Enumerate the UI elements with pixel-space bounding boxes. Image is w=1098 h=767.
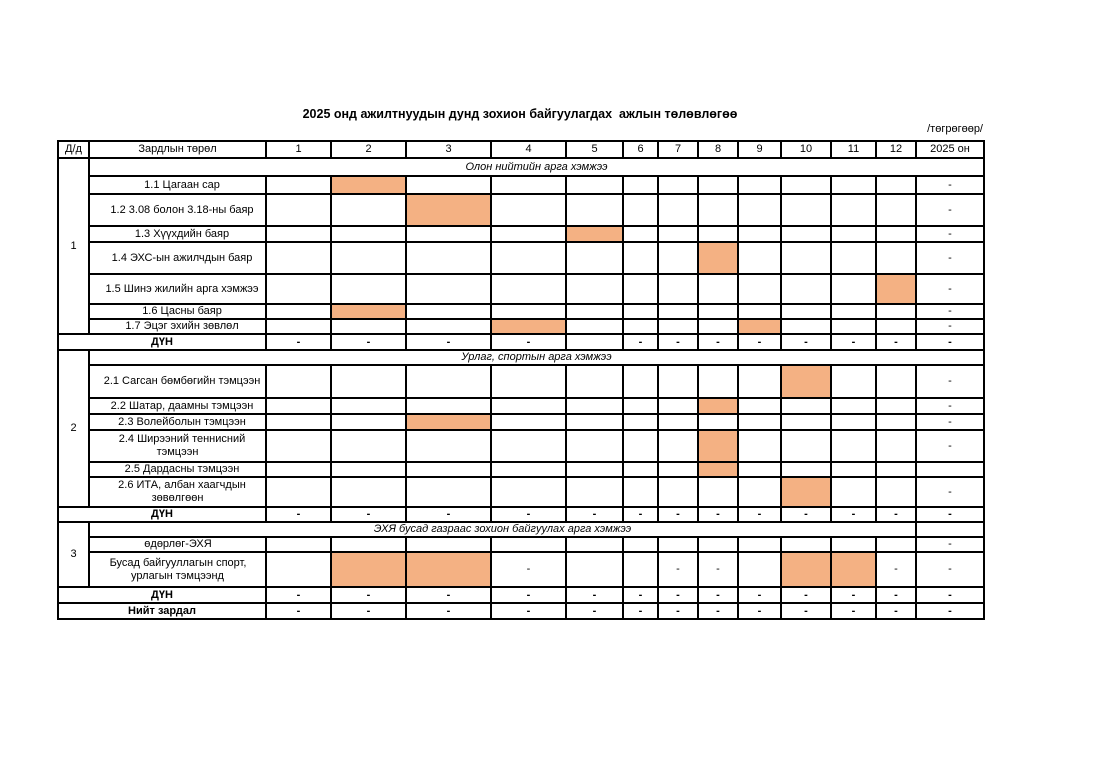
month-cell-highlight (781, 365, 831, 398)
col-header-month-4: 4 (491, 141, 566, 158)
month-cell (738, 226, 781, 242)
month-cell (698, 319, 738, 334)
currency-note: /төгрөгөөр/ (927, 123, 983, 135)
year-total-cell: - (916, 334, 984, 350)
month-cell (406, 537, 491, 552)
month-cell (831, 430, 876, 462)
month-cell (623, 226, 658, 242)
year-total-cell (916, 462, 984, 477)
month-cell (406, 462, 491, 477)
month-cell (623, 462, 658, 477)
month-total-cell: - (566, 507, 623, 522)
month-total-cell: - (876, 587, 916, 603)
month-cell (831, 242, 876, 274)
month-cell (623, 304, 658, 319)
month-cell (406, 242, 491, 274)
month-cell (406, 226, 491, 242)
month-cell (738, 176, 781, 194)
month-cell (266, 537, 331, 552)
month-cell (658, 226, 698, 242)
row-label: 1.4 ЭХС-ын ажилчдын баяр (89, 242, 266, 274)
month-total-cell: - (406, 603, 491, 619)
month-total-cell: - (781, 507, 831, 522)
month-cell (331, 414, 406, 430)
month-cell (266, 430, 331, 462)
month-total-cell: - (406, 334, 491, 350)
month-cell (331, 398, 406, 414)
month-cell (876, 398, 916, 414)
month-total-cell: - (623, 603, 658, 619)
year-total-cell: - (916, 507, 984, 522)
month-cell (623, 319, 658, 334)
grand-total-label: Нийт зардал (58, 603, 266, 619)
section-total-label: ДҮН (58, 587, 266, 603)
year-total-cell: - (916, 176, 984, 194)
month-cell (831, 304, 876, 319)
month-total-cell: - (623, 507, 658, 522)
month-cell (266, 304, 331, 319)
month-total-cell: - (876, 334, 916, 350)
month-cell-highlight (406, 194, 491, 226)
month-cell (623, 552, 658, 587)
month-total-cell: - (738, 334, 781, 350)
month-cell (698, 365, 738, 398)
month-cell: - (698, 552, 738, 587)
month-cell (658, 477, 698, 507)
month-cell (781, 226, 831, 242)
month-cell: - (876, 552, 916, 587)
year-total-cell: - (916, 587, 984, 603)
month-cell (738, 414, 781, 430)
month-cell (566, 304, 623, 319)
month-cell (738, 194, 781, 226)
row-label: Бусад байгууллагын спорт, урлагын тэмцээнд (89, 552, 266, 587)
month-cell (266, 242, 331, 274)
year-total-cell: - (916, 552, 984, 587)
month-cell (566, 462, 623, 477)
month-cell-highlight (331, 176, 406, 194)
month-cell (698, 477, 738, 507)
month-cell (406, 430, 491, 462)
row-label: 2.1 Сагсан бөмбөгийн тэмцээн (89, 365, 266, 398)
year-total-cell: - (916, 414, 984, 430)
month-cell (698, 226, 738, 242)
month-cell-highlight (738, 319, 781, 334)
month-cell (831, 176, 876, 194)
month-cell (491, 176, 566, 194)
row-label: 1.1 Цагаан сар (89, 176, 266, 194)
month-total-cell: - (331, 507, 406, 522)
month-total-cell: - (658, 603, 698, 619)
month-cell (781, 194, 831, 226)
month-total-cell: - (331, 334, 406, 350)
month-cell-highlight (831, 552, 876, 587)
col-header-month-5: 5 (566, 141, 623, 158)
month-cell (831, 414, 876, 430)
month-cell: - (491, 552, 566, 587)
row-label: 2.5 Дардасны тэмцээн (89, 462, 266, 477)
month-total-cell: - (876, 603, 916, 619)
month-cell (658, 176, 698, 194)
month-total-cell: - (491, 334, 566, 350)
month-cell (566, 477, 623, 507)
month-cell (406, 477, 491, 507)
year-total-cell: - (916, 226, 984, 242)
month-cell (266, 552, 331, 587)
month-cell-highlight (781, 477, 831, 507)
col-header-month-6: 6 (623, 141, 658, 158)
month-cell (406, 365, 491, 398)
month-cell-highlight (698, 430, 738, 462)
month-cell (623, 398, 658, 414)
col-header-month-9: 9 (738, 141, 781, 158)
month-cell (406, 274, 491, 304)
month-total-cell: - (831, 334, 876, 350)
month-total-cell: - (266, 587, 331, 603)
month-total-cell: - (698, 507, 738, 522)
month-cell-highlight (698, 242, 738, 274)
month-cell-highlight (698, 462, 738, 477)
section-total-label: ДҮН (58, 334, 266, 350)
year-total-cell: - (916, 537, 984, 552)
col-header-month-1: 1 (266, 141, 331, 158)
year-total-cell: - (916, 242, 984, 274)
month-cell (406, 176, 491, 194)
month-cell (566, 274, 623, 304)
month-cell (491, 194, 566, 226)
month-cell (623, 242, 658, 274)
month-cell (781, 242, 831, 274)
section-title: ЭХЯ бусад газраас зохион байгуулах арга хэмжээ (89, 522, 916, 537)
month-cell (781, 430, 831, 462)
month-total-cell: - (623, 587, 658, 603)
month-cell (566, 430, 623, 462)
month-cell (738, 242, 781, 274)
month-cell (266, 477, 331, 507)
section-number: 1 (58, 158, 89, 334)
month-total-cell: - (658, 334, 698, 350)
section-title: Олон нийтийн арга хэмжээ (89, 158, 984, 176)
month-cell (831, 319, 876, 334)
month-cell-highlight (406, 414, 491, 430)
col-header-year: 2025 он (916, 141, 984, 158)
month-cell (781, 398, 831, 414)
month-cell (658, 430, 698, 462)
month-cell (781, 537, 831, 552)
month-cell (566, 552, 623, 587)
year-total-cell: - (916, 430, 984, 462)
year-cell (916, 522, 984, 537)
month-cell (566, 398, 623, 414)
month-cell (831, 537, 876, 552)
month-cell-highlight (566, 226, 623, 242)
month-cell (738, 304, 781, 319)
month-cell (623, 365, 658, 398)
month-cell (331, 319, 406, 334)
month-total-cell: - (658, 587, 698, 603)
month-total-cell: - (831, 587, 876, 603)
work-plan-table (57, 140, 985, 620)
month-cell (658, 414, 698, 430)
month-cell (331, 194, 406, 226)
month-cell (566, 365, 623, 398)
month-cell (658, 462, 698, 477)
month-cell (738, 477, 781, 507)
month-cell (738, 552, 781, 587)
month-cell (331, 274, 406, 304)
month-cell (266, 176, 331, 194)
section-number: 2 (58, 350, 89, 507)
month-cell (698, 414, 738, 430)
month-cell (491, 242, 566, 274)
month-total-cell: - (566, 603, 623, 619)
month-cell (623, 414, 658, 430)
section-total-label: ДҮН (58, 507, 266, 522)
col-header-type: Зардлын төрөл (89, 141, 266, 158)
month-cell: - (658, 552, 698, 587)
col-header-month-2: 2 (331, 141, 406, 158)
page-title: 2025 онд ажилтнуудын дунд зохион байгуулагдах ажлын төлөвлөгөө (302, 107, 738, 121)
year-total-cell: - (916, 477, 984, 507)
month-cell (331, 365, 406, 398)
month-total-cell: - (491, 603, 566, 619)
row-label: 1.2 3.08 болон 3.18-ны баяр (89, 194, 266, 226)
year-total-cell: - (916, 194, 984, 226)
month-cell (566, 319, 623, 334)
month-cell (781, 319, 831, 334)
month-cell-highlight (491, 319, 566, 334)
month-cell (331, 477, 406, 507)
month-total-cell: - (658, 507, 698, 522)
month-cell (831, 274, 876, 304)
month-cell (406, 398, 491, 414)
section-number: 3 (58, 522, 89, 587)
month-total-cell: - (266, 603, 331, 619)
row-label: өдөрлөг-ЭХЯ (89, 537, 266, 552)
month-total-cell: - (698, 603, 738, 619)
month-cell (698, 176, 738, 194)
month-cell (623, 537, 658, 552)
row-label: 2.6 ИТА, албан хаагчдын зөвөлгөөн (89, 477, 266, 507)
month-cell (876, 430, 916, 462)
month-total-cell: - (781, 603, 831, 619)
month-total-cell: - (266, 507, 331, 522)
month-cell (658, 365, 698, 398)
row-label: 1.5 Шинэ жилийн арга хэмжээ (89, 274, 266, 304)
month-cell (876, 176, 916, 194)
month-cell (831, 194, 876, 226)
month-cell (698, 304, 738, 319)
month-cell (266, 462, 331, 477)
month-cell (623, 194, 658, 226)
month-total-cell: - (698, 587, 738, 603)
month-cell (876, 477, 916, 507)
month-cell (876, 365, 916, 398)
month-cell (266, 274, 331, 304)
month-cell (491, 304, 566, 319)
month-cell (566, 176, 623, 194)
month-total-cell: - (831, 507, 876, 522)
month-total-cell: - (566, 587, 623, 603)
month-total-cell: - (491, 507, 566, 522)
col-header-num: Д/д (58, 141, 89, 158)
month-cell (623, 274, 658, 304)
year-total-cell: - (916, 365, 984, 398)
row-label: 1.3 Хүүхдийн баяр (89, 226, 266, 242)
month-cell (738, 537, 781, 552)
col-header-month-8: 8 (698, 141, 738, 158)
month-cell (781, 176, 831, 194)
month-cell (491, 537, 566, 552)
month-cell (831, 365, 876, 398)
month-total-cell: - (738, 587, 781, 603)
month-total-cell: - (781, 587, 831, 603)
month-cell (266, 414, 331, 430)
month-cell (331, 462, 406, 477)
col-header-month-3: 3 (406, 141, 491, 158)
month-cell (566, 414, 623, 430)
month-cell-highlight (406, 552, 491, 587)
col-header-month-7: 7 (658, 141, 698, 158)
month-cell (331, 430, 406, 462)
month-cell (781, 274, 831, 304)
month-cell-highlight (331, 304, 406, 319)
month-cell (266, 226, 331, 242)
section-title: Урлаг, спортын арга хэмжээ (89, 350, 984, 365)
month-total-cell: - (266, 334, 331, 350)
month-cell (491, 414, 566, 430)
month-cell (491, 365, 566, 398)
month-cell (738, 398, 781, 414)
month-cell (876, 319, 916, 334)
row-label: 1.7 Эцэг эхийн зөвлөл (89, 319, 266, 334)
month-cell (831, 477, 876, 507)
month-cell (331, 537, 406, 552)
month-cell (658, 537, 698, 552)
month-cell (266, 365, 331, 398)
month-total-cell: - (876, 507, 916, 522)
month-cell (831, 226, 876, 242)
month-cell (266, 319, 331, 334)
month-cell (491, 430, 566, 462)
month-cell (266, 398, 331, 414)
month-total-cell: - (781, 334, 831, 350)
month-cell (698, 274, 738, 304)
month-cell (698, 194, 738, 226)
month-cell (831, 462, 876, 477)
month-cell (658, 304, 698, 319)
col-header-month-12: 12 (876, 141, 916, 158)
month-cell (658, 242, 698, 274)
month-cell (876, 194, 916, 226)
month-cell (566, 537, 623, 552)
month-cell (566, 242, 623, 274)
col-header-month-11: 11 (831, 141, 876, 158)
month-cell (658, 398, 698, 414)
month-cell (491, 462, 566, 477)
year-total-cell: - (916, 319, 984, 334)
month-cell (491, 274, 566, 304)
month-cell (566, 194, 623, 226)
month-total-cell: - (738, 603, 781, 619)
month-total-cell (566, 334, 623, 350)
month-cell (623, 430, 658, 462)
month-cell (876, 304, 916, 319)
month-cell (266, 194, 331, 226)
month-cell (331, 226, 406, 242)
year-total-cell: - (916, 398, 984, 414)
month-cell (781, 462, 831, 477)
year-total-cell: - (916, 603, 984, 619)
month-cell (491, 398, 566, 414)
month-cell (406, 304, 491, 319)
month-cell (738, 365, 781, 398)
col-header-month-10: 10 (781, 141, 831, 158)
month-total-cell: - (698, 334, 738, 350)
month-cell (658, 274, 698, 304)
month-cell-highlight (781, 552, 831, 587)
month-cell (781, 304, 831, 319)
month-cell-highlight (698, 398, 738, 414)
month-cell-highlight (331, 552, 406, 587)
month-cell (876, 242, 916, 274)
month-total-cell: - (406, 587, 491, 603)
month-total-cell: - (623, 334, 658, 350)
month-cell (876, 537, 916, 552)
month-cell (623, 477, 658, 507)
year-total-cell: - (916, 304, 984, 319)
year-total-cell: - (916, 274, 984, 304)
month-cell (406, 319, 491, 334)
month-cell (738, 462, 781, 477)
month-cell (331, 242, 406, 274)
row-label: 2.4 Ширээний теннисний тэмцээн (89, 430, 266, 462)
month-total-cell: - (331, 603, 406, 619)
month-cell (738, 274, 781, 304)
row-label: 2.2 Шатар, даамны тэмцээн (89, 398, 266, 414)
row-label: 2.3 Волейболын тэмцээн (89, 414, 266, 430)
month-cell (738, 430, 781, 462)
row-label: 1.6 Цасны баяр (89, 304, 266, 319)
month-cell (876, 462, 916, 477)
month-total-cell: - (831, 603, 876, 619)
month-cell (698, 537, 738, 552)
month-cell (876, 414, 916, 430)
month-total-cell: - (491, 587, 566, 603)
month-total-cell: - (738, 507, 781, 522)
month-cell (491, 226, 566, 242)
month-cell-highlight (876, 274, 916, 304)
month-cell (658, 194, 698, 226)
month-total-cell: - (406, 507, 491, 522)
month-cell (623, 176, 658, 194)
month-cell (831, 398, 876, 414)
month-cell (658, 319, 698, 334)
month-cell (781, 414, 831, 430)
month-total-cell: - (331, 587, 406, 603)
month-cell (876, 226, 916, 242)
month-cell (491, 477, 566, 507)
